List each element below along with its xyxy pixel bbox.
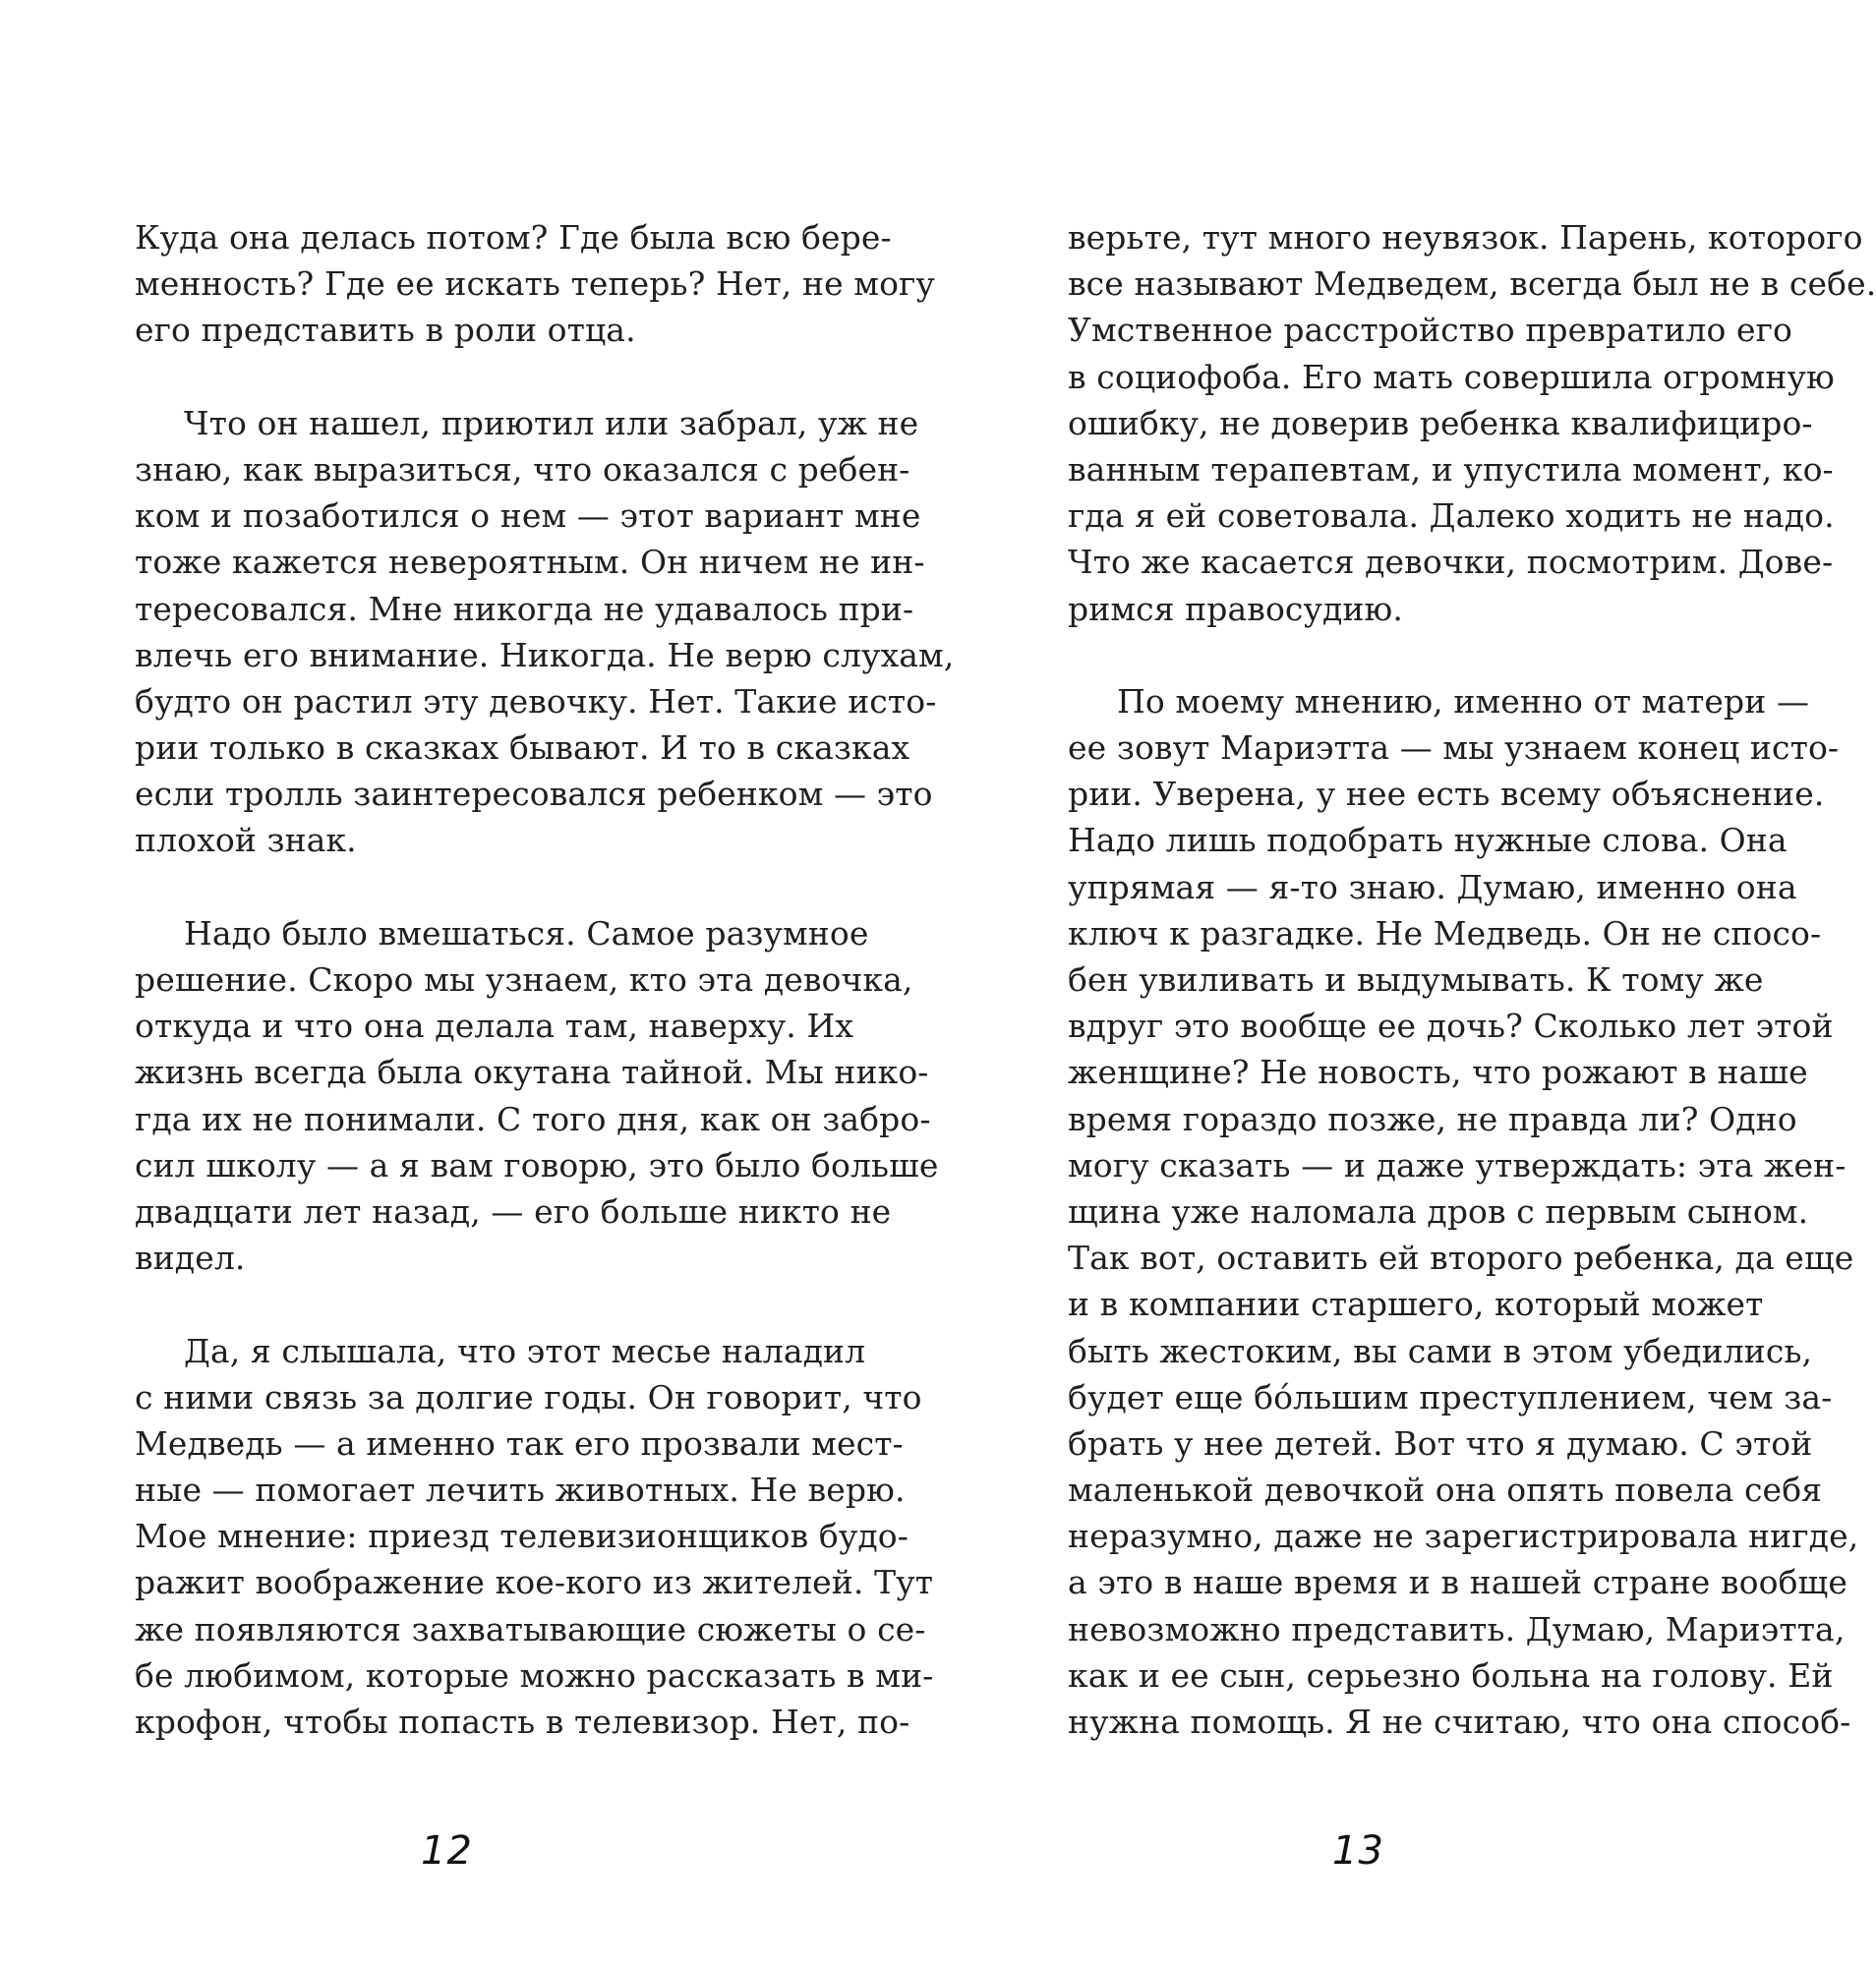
text-line: все называют Медведем, всегда был не в себе. bbox=[1068, 264, 1876, 304]
text-line: жизнь всегда была окутана тайной. Мы нико- bbox=[135, 1053, 929, 1092]
text-line: щина уже наломала дров с первым сыном. bbox=[1068, 1191, 1809, 1231]
text-line: неразумно, даже не зарегистрировала нигде, bbox=[1068, 1517, 1859, 1556]
text-line: же появляются захватывающие сюжеты о се- bbox=[135, 1609, 926, 1648]
text-line: и в компании старшего, который может bbox=[1068, 1285, 1764, 1324]
text-line: упрямая — я-то знаю. Думаю, именно она bbox=[1068, 867, 1797, 906]
text-line: невозможно представить. Думаю, Мариэтта, bbox=[1068, 1609, 1846, 1648]
text-line: Так вот, оставить ей второго ребенка, да еще bbox=[1068, 1239, 1854, 1278]
text-line: нужна помощь. Я не считаю, что она способ- bbox=[1068, 1703, 1851, 1741]
right-page bbox=[924, 0, 1876, 1966]
text-line: могу сказать — и даже утверждать: эта жен- bbox=[1068, 1145, 1847, 1185]
paragraph-gap bbox=[135, 1281, 813, 1327]
text-line: его представить в роли отца. bbox=[135, 311, 636, 350]
text-line: гда их не понимали. С того дня, как он забро- bbox=[135, 1099, 931, 1138]
text-line: римся правосудию. bbox=[1068, 589, 1403, 628]
text-line: ражит воображение кое-кого из жителей. Тут bbox=[135, 1563, 934, 1602]
text-line: откуда и что она делала там, наверху. Их bbox=[135, 1007, 854, 1046]
text-line: Надо было вмешаться. Самое разумное bbox=[184, 913, 869, 953]
text-line: будет еще бóльшим преступлением, чем за- bbox=[1068, 1377, 1833, 1417]
text-line: рии. Уверена, у нее есть всему объяснение. bbox=[1068, 775, 1825, 814]
text-line: а это в наше время и в нашей стране вообще bbox=[1068, 1563, 1847, 1602]
left-page-text bbox=[135, 214, 955, 1745]
text-line: сил школу — а я вам говорю, это было больше bbox=[135, 1145, 939, 1185]
text-line: крофон, чтобы попасть в телевизор. Нет, по- bbox=[135, 1703, 910, 1741]
page-number: 12 bbox=[421, 1828, 473, 1874]
text-line: Мое мнение: приезд телевизионщиков будо- bbox=[135, 1517, 909, 1556]
text-line: ключ к разгадке. Не Медведь. Он не спосо- bbox=[1068, 913, 1822, 953]
text-line: ванным терапевтам, и упустила момент, ко- bbox=[1068, 449, 1834, 489]
text-line: видел. bbox=[135, 1239, 246, 1278]
text-line: ком и позаботился о нем — этот вариант мне bbox=[135, 496, 921, 536]
text-line: ошибку, не доверив ребенка квалифициро- bbox=[1068, 403, 1813, 442]
text-line: верьте, тут много неувязок. Парень, которого bbox=[1068, 218, 1863, 257]
text-line: Что он нашел, приютил или забрал, уж не bbox=[184, 403, 919, 442]
text-line: если тролль заинтересовался ребенком — это bbox=[135, 775, 933, 814]
text-line: тоже кажется невероятным. Он ничем не ин- bbox=[135, 543, 925, 582]
text-line: быть жестоким, вы сами в этом убедились, bbox=[1068, 1331, 1813, 1370]
text-line: рии только в сказках бывают. И то в сказках bbox=[135, 728, 910, 768]
text-line: По моему мнению, именно от матери — bbox=[1117, 681, 1810, 721]
text-line: ные — помогает лечить животных. Не верю. bbox=[135, 1471, 906, 1510]
text-line: плохой знак. bbox=[135, 821, 357, 860]
paragraph-gap bbox=[1068, 632, 1746, 678]
text-line: влечь его внимание. Никогда. Не верю слухам, bbox=[135, 635, 955, 674]
text-line: бе любимом, которые можно рассказать в ми- bbox=[135, 1655, 934, 1695]
text-line: время гораздо позже, не правда ли? Одно bbox=[1068, 1099, 1797, 1138]
right-page-text bbox=[1068, 214, 1876, 1745]
text-line: с ними связь за долгие годы. Он говорит, что bbox=[135, 1377, 922, 1417]
text-line: женщине? Не новость, что рожают в наше bbox=[1068, 1053, 1808, 1092]
text-line: тересовался. Мне никогда не удавалось при- bbox=[135, 589, 914, 628]
text-line: ее зовут Мариэтта — мы узнаем конец исто- bbox=[1068, 728, 1840, 768]
paragraph-gap bbox=[135, 864, 813, 910]
text-line: Медведь — а именно так его прозвали мест- bbox=[135, 1423, 904, 1463]
text-line: Надо лишь подобрать нужные слова. Она bbox=[1068, 821, 1788, 860]
text-line: Да, я слышала, что этот месье наладил bbox=[184, 1331, 866, 1370]
text-line: Куда она делась потом? Где была всю бере- bbox=[135, 218, 892, 257]
text-line: брать у нее детей. Вот что я думаю. С этой bbox=[1068, 1423, 1813, 1463]
text-line: Умственное расстройство превратило его bbox=[1068, 311, 1793, 350]
text-line: как и ее сын, серьезно больна на голову. Ей bbox=[1068, 1655, 1834, 1695]
page-number: 13 bbox=[1332, 1828, 1384, 1874]
text-line: вдруг это вообще ее дочь? Сколько лет этой bbox=[1068, 1007, 1834, 1046]
paragraph-gap bbox=[135, 354, 813, 400]
text-line: будто он растил эту девочку. Нет. Такие исто- bbox=[135, 681, 937, 721]
text-line: менность? Где ее искать теперь? Нет, не могу bbox=[135, 264, 935, 304]
text-line: гда я ей советовала. Далеко ходить не надо. bbox=[1068, 496, 1835, 536]
text-line: бен увиливать и выдумывать. К тому же bbox=[1068, 960, 1764, 999]
text-line: Что же касается девочки, посмотрим. Дове- bbox=[1068, 543, 1834, 582]
text-line: маленькой девочкой она опять повела себя bbox=[1068, 1471, 1823, 1510]
text-line: знаю, как выразиться, что оказался с ребен- bbox=[135, 449, 910, 489]
text-line: двадцати лет назад, — его больше никто не bbox=[135, 1191, 892, 1231]
text-line: в социофоба. Его мать совершила огромную bbox=[1068, 357, 1835, 396]
text-line: решение. Скоро мы узнаем, кто эта девочка, bbox=[135, 960, 913, 999]
